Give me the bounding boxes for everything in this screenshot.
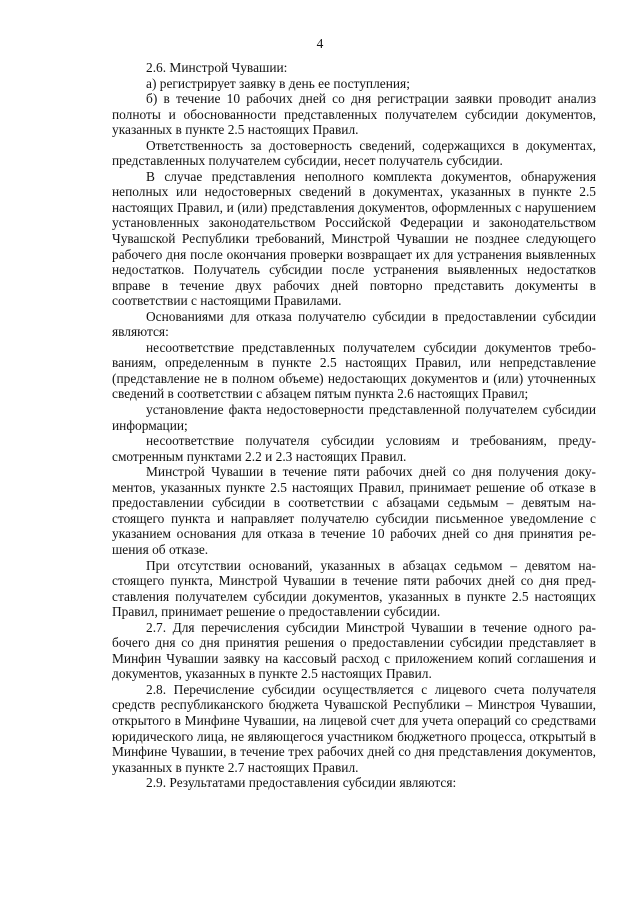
paragraph-2-6-heading: 2.6. Минстрой Чувашии: [146, 60, 288, 75]
paragraph-2-9: 2.9. Результатами предоставления субсидии являются: [146, 775, 457, 791]
paragraph-2-8: 2.8. Перечисление субсидии осуществляется с лицевого счета получателя средств республиканского бюджета Чувашской Республики – Минстроя Чувашии, открытого в Минфине Чувашии, на лицевой счет для учета операций со средствами юридического лица, не являющегося участником бюджетного процесса, открытый в Минфине Чувашии, в течение трех рабочих дней со дня представления документов, указанных в пункте 2.7 настоящих Правил. [112, 681, 596, 775]
paragraph-2-6-b: б) в течение 10 рабочих дней со дня регистрации заявки проводит анализ полноты и обоснованности представленных получателем субсидии документов, указанных в пункте 2.5 настоящих Правил. [112, 91, 596, 138]
paragraph-ground-false-info: установление факта недостоверности представленной получателем субсидии информации; [112, 402, 596, 433]
paragraph-incomplete-documents: В случае представления неполного комплекта документов, обнаружения неполных или недостоверных сведений в документах, указанных в пункте 2.5 настоящих Правил, и (или) представления документов, оформленных с нарушением установленных законодательством Российской Федерации и законодательством Чувашской Республики требований, Минстрой Чувашии не позднее следующего рабочего дня после окончания проверки возвращает их для устранения выявленных недостатков. Получатель субсидии после устранения выявленных недостатков вправе в течение двух рабочих дней повторно представить документы в соответствии с настоящими Правилами. [112, 168, 596, 309]
paragraph-refusal-grounds: Основаниями для отказа получателю субсидии в предоставлении субсидии являются: [112, 308, 596, 340]
document-body [112, 60, 596, 791]
paragraph-responsibility: Ответственность за достоверность сведений, содержащихся в документах, представленных получателем субсидии, несет получатель субсидии. [112, 137, 596, 169]
paragraph-2-7: 2.7. Для перечисления субсидии Минстрой Чувашии в течение одного рабочего дня со дня принятия решения о предоставлении субсидии представляет в Минфин Чувашии заявку на кассовый расход с приложением копий соглашения и документов, указанных в пункте 2.5 настоящих Правил. [112, 619, 596, 682]
paragraph-ground-nonconformity: несоответствие представленных получателем субсидии документов требованиям, определенным в пункте 2.5 настоящих Правил, или непредставление (представление не в полном объеме) недостающих документов и (или) уточненных сведений в соответствии с абзацем пятым пункта 2.6 настоящих Правил; [112, 339, 596, 402]
paragraph-refusal-decision: Минстрой Чувашии в течение пяти рабочих дней со дня получения документов, указанных пункте 2.5 настоящих Правил, принимает решение об отказе в предоставлении субсидии в соответствии с абзацами седьмым – девятым настоящего пункта и направляет получателю субсидии письменное уведомление с указанием основания для отказа в течение 10 рабочих дней со дня принятия решения об отказе. [112, 464, 596, 557]
page-number: 4 [316, 36, 324, 51]
paragraph-2-6-a: а) регистрирует заявку в день ее поступления; [146, 75, 410, 91]
paragraph-ground-requirements: несоответствие получателя субсидии условиям и требованиям, предусмотренным пунктами 2.2 и 2.3 настоящих Правил. [112, 433, 596, 464]
paragraph-grant-decision: При отсутствии оснований, указанных в абзацах седьмом – девятом настоящего пункта, Минстрой Чувашии в течение пяти рабочих дней со дня представления получателем субсидии документов, указанных в пункте 2.5 настоящих Правил, принимает решение о предоставлении субсидии. [112, 557, 596, 620]
